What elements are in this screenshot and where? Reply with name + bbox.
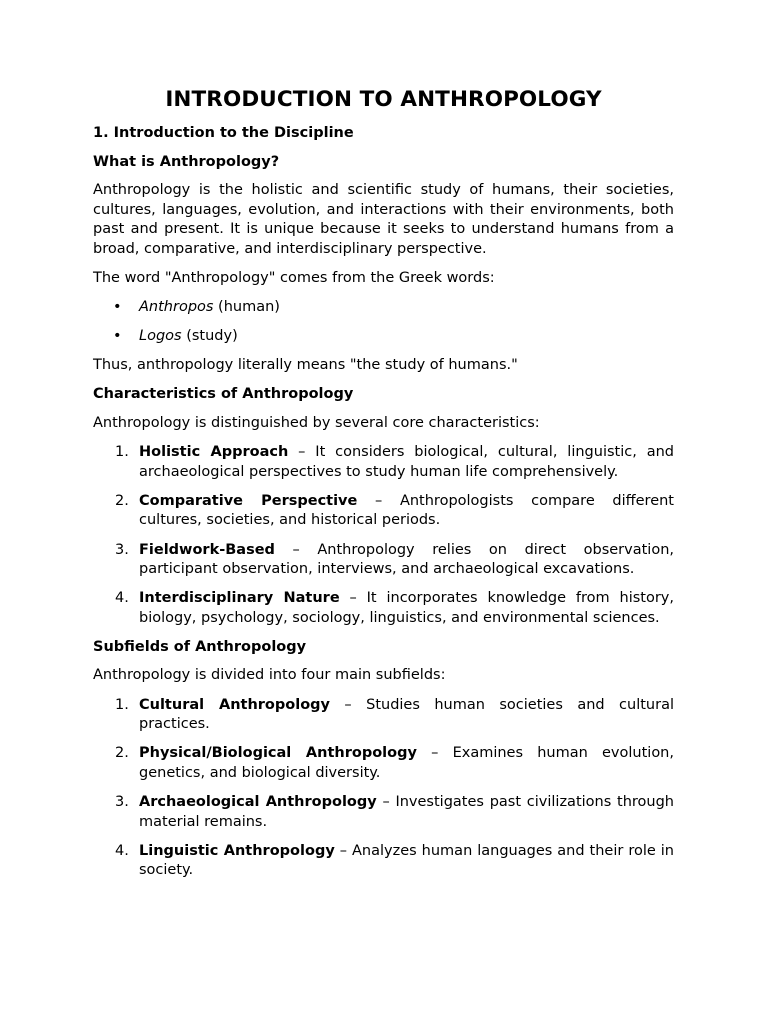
document-title: INTRODUCTION TO ANTHROPOLOGY bbox=[165, 87, 602, 112]
paragraph-meaning: Thus, anthropology literally means "the study of humans." bbox=[93, 357, 518, 374]
subsection-heading-subfields: Subfields of Anthropology bbox=[93, 638, 307, 655]
list-number: 4. bbox=[115, 590, 129, 607]
list-number: 1. bbox=[115, 444, 129, 461]
list-item bbox=[93, 541, 674, 580]
list-description: – It incorporates knowledge from history, biology, psychology, sociology, linguistics, and environmental sciences. bbox=[139, 590, 674, 626]
list-item bbox=[93, 298, 674, 318]
list-description: – Analyzes human languages and their role in society. bbox=[139, 842, 674, 879]
bullet-icon: • bbox=[113, 328, 122, 345]
list-term: Fieldwork-Based bbox=[139, 541, 275, 558]
list-description: – Investigates past civilizations through material remains. bbox=[139, 793, 674, 830]
greek-meaning: (study) bbox=[181, 328, 238, 345]
list-term: Physical/Biological Anthropology bbox=[139, 745, 417, 762]
list-term: Linguistic Anthropology bbox=[139, 842, 335, 859]
subsection-heading-characteristics: Characteristics of Anthropology bbox=[93, 386, 354, 403]
list-item bbox=[93, 842, 674, 881]
list-description: – It considers biological, cultural, linguistic, and archaeological perspectives to study human life comprehensively. bbox=[139, 444, 674, 480]
paragraph-definition: Anthropology is the holistic and scientific study of humans, their societies, cultures, languages, evolution, and interactions with their environments, both past and present. It is unique because it seeks to understand humans from a broad, comparative, and interdisciplinary perspective. bbox=[93, 182, 674, 257]
list-term: Cultural Anthropology bbox=[139, 696, 330, 713]
paragraph-etymology: The word "Anthropology" comes from the Greek words: bbox=[93, 270, 495, 287]
list-item bbox=[93, 589, 674, 628]
list-number: 3. bbox=[115, 793, 129, 810]
list-term: Comparative Perspective bbox=[139, 492, 358, 509]
list-item bbox=[93, 443, 674, 482]
list-number: 1. bbox=[115, 696, 129, 713]
list-item bbox=[93, 327, 674, 347]
greek-word: Anthropos bbox=[139, 299, 214, 316]
list-number: 2. bbox=[115, 745, 129, 762]
bullet-icon: • bbox=[113, 299, 122, 316]
characteristics-list bbox=[93, 443, 674, 628]
list-number: 2. bbox=[115, 492, 129, 509]
list-item bbox=[93, 744, 674, 783]
paragraph-characteristics-intro: Anthropology is distinguished by several core characteristics: bbox=[93, 415, 540, 432]
section-heading: 1. Introduction to the Discipline bbox=[93, 125, 354, 141]
list-term: Interdisciplinary Nature bbox=[139, 590, 340, 607]
subfields-list bbox=[93, 696, 674, 881]
paragraph-subfields-intro: Anthropology is divided into four main subfields: bbox=[93, 667, 446, 684]
list-number: 3. bbox=[115, 541, 129, 558]
list-term: Archaeological Anthropology bbox=[139, 793, 377, 810]
greek-meaning: (human) bbox=[213, 299, 280, 316]
list-description: – Studies human societies and cultural practices. bbox=[139, 696, 674, 733]
list-item bbox=[93, 793, 674, 832]
greek-words-list bbox=[93, 298, 674, 347]
list-term: Holistic Approach bbox=[139, 444, 289, 461]
greek-word: Logos bbox=[139, 328, 182, 345]
list-item bbox=[93, 492, 674, 531]
list-number: 4. bbox=[115, 842, 129, 859]
list-item bbox=[93, 696, 674, 735]
subsection-heading-what-is: What is Anthropology? bbox=[93, 153, 280, 170]
list-description: – Anthropologists compare different cultures, societies, and historical periods. bbox=[139, 492, 674, 529]
list-description: – Anthropology relies on direct observation, participant observation, interviews, and archaeological excavations. bbox=[139, 541, 674, 578]
list-description: – Examines human evolution, genetics, and biological diversity. bbox=[139, 745, 674, 781]
